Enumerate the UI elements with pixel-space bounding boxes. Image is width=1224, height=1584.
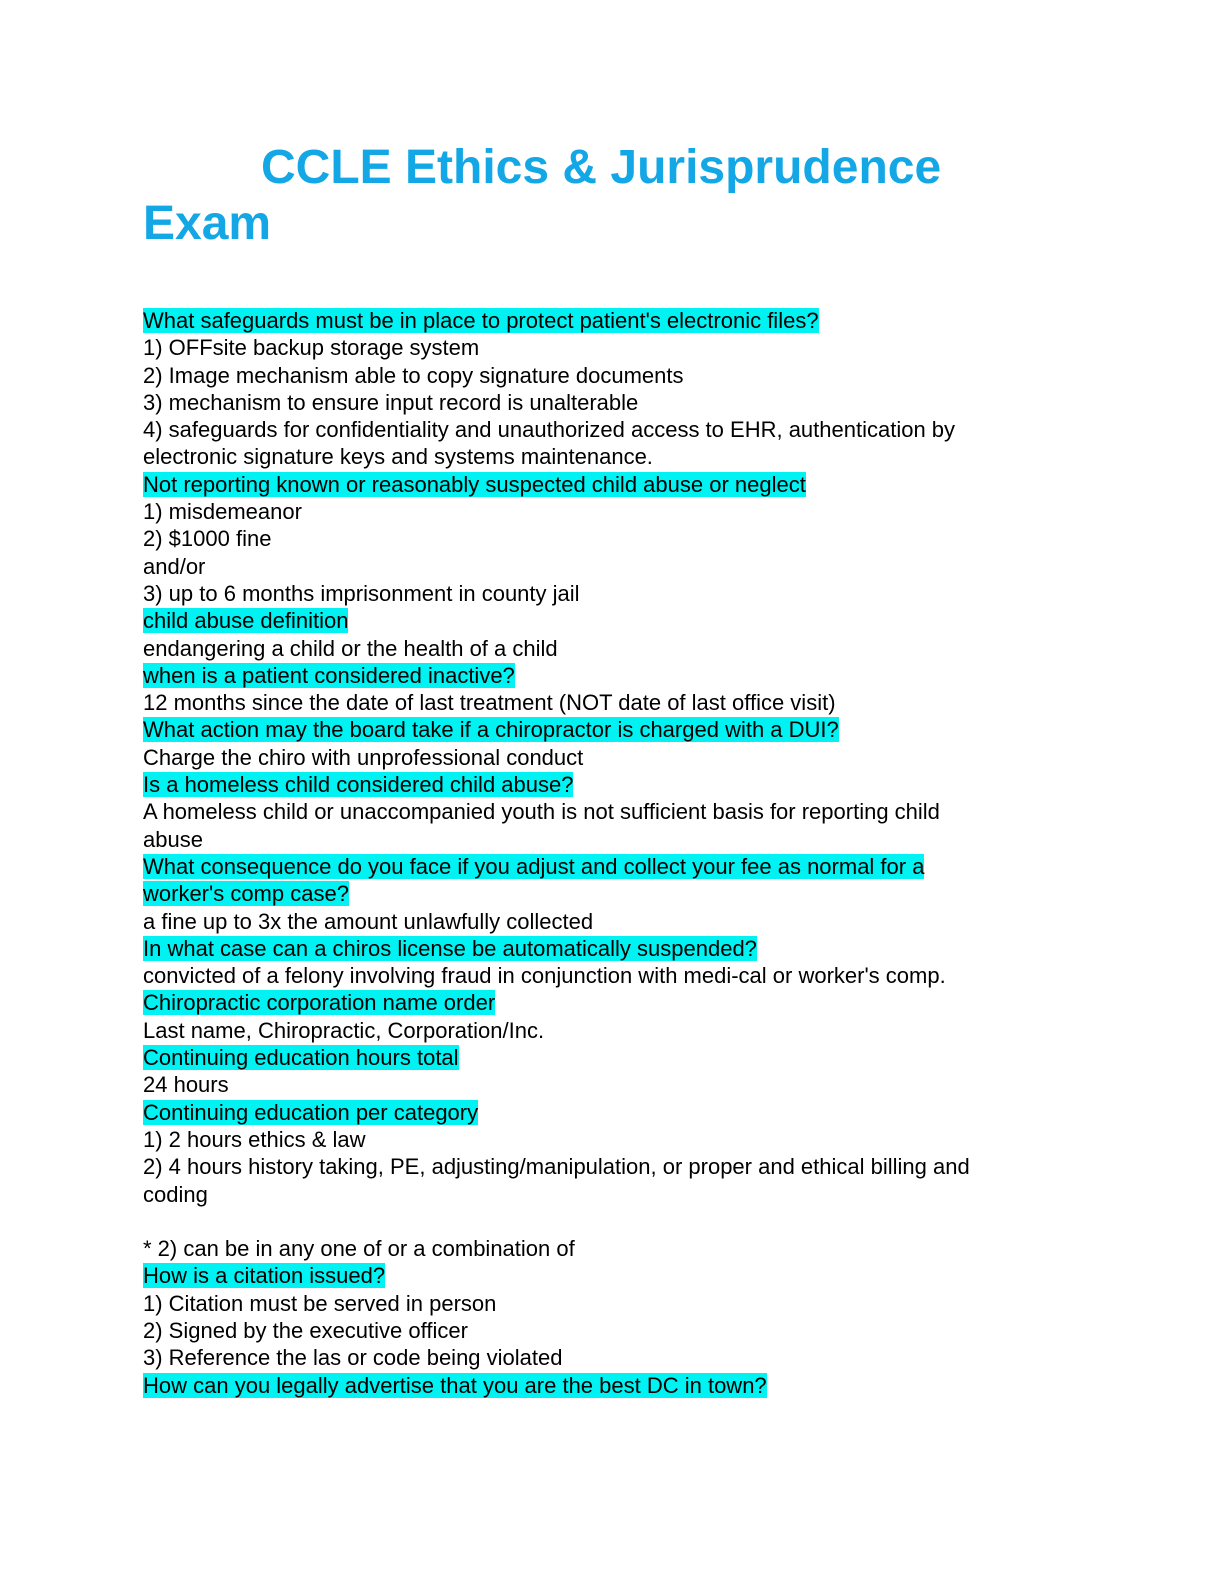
document-title: [143, 140, 1043, 252]
question-highlight: child abuse definition: [143, 608, 349, 634]
question-highlight: In what case can a chiros license be automatically suspended?: [143, 935, 757, 961]
answer-line: Charge the chiro with unprofessional conduct: [143, 744, 584, 770]
question: [143, 1372, 1083, 1399]
question: [143, 716, 1083, 743]
answer-line: Last name, Chiropractic, Corporation/Inc.: [143, 1017, 545, 1043]
answer-line: 1) OFFsite backup storage system: [143, 335, 480, 361]
answer-line: A homeless child or unaccompanied youth is not sufficient basis for reporting child: [143, 799, 940, 825]
question: [143, 853, 1083, 880]
answer-line: 2) 4 hours history taking, PE, adjusting/manipulation, or proper and ethical billing and: [143, 1154, 970, 1180]
answer-line: 1) 2 hours ethics & law: [143, 1126, 366, 1152]
question-highlight: Chiropractic corporation name order: [143, 990, 496, 1016]
question-highlight: when is a patient considered inactive?: [143, 662, 515, 688]
question: [143, 1044, 1083, 1071]
title-line-2: Exam: [143, 197, 272, 250]
answer-line: 1) Citation must be served in person: [143, 1290, 497, 1316]
answer-line: 24 hours: [143, 1072, 229, 1098]
question: [143, 1262, 1083, 1289]
answer-line: convicted of a felony involving fraud in conjunction with medi-cal or worker's comp.: [143, 963, 946, 989]
answer-line: electronic signature keys and systems maintenance.: [143, 444, 653, 470]
title-line-1: CCLE Ethics & Jurisprudence: [261, 141, 942, 194]
question: [143, 471, 1083, 498]
answer-line: abuse: [143, 826, 203, 852]
answer-line: 2) $1000 fine: [143, 526, 272, 552]
question-highlight: worker's comp case?: [143, 881, 349, 907]
question: [143, 989, 1083, 1016]
question: [143, 607, 1083, 634]
question-highlight: Continuing education per category: [143, 1099, 479, 1125]
answer-line: 2) Signed by the executive officer: [143, 1317, 468, 1343]
answer-line: and/or: [143, 553, 206, 579]
answer-line: 12 months since the date of last treatment (NOT date of last office visit): [143, 690, 836, 716]
question-highlight: What consequence do you face if you adjust and collect your fee as normal for a: [143, 853, 925, 879]
answer-line: a fine up to 3x the amount unlawfully collected: [143, 908, 594, 934]
answer-line: coding: [143, 1181, 208, 1207]
question: [143, 935, 1083, 962]
question: [143, 662, 1083, 689]
answer-line: 3) Reference the las or code being violated: [143, 1345, 563, 1371]
question: [143, 771, 1083, 798]
question: [143, 307, 1083, 334]
question-highlight: Is a homeless child considered child abuse?: [143, 772, 574, 798]
answer-line: 3) mechanism to ensure input record is unalterable: [143, 389, 639, 415]
answer-line: * 2) can be in any one of or a combination of: [143, 1236, 575, 1262]
question-highlight: How is a citation issued?: [143, 1263, 386, 1289]
qa-list: [143, 307, 1083, 1399]
question-highlight: What safeguards must be in place to protect patient's electronic files?: [143, 308, 819, 333]
question-highlight: How can you legally advertise that you are the best DC in town?: [143, 1372, 767, 1398]
answer-line: 4) safeguards for confidentiality and unauthorized access to EHR, authentication by: [143, 417, 956, 443]
question-highlight: Continuing education hours total: [143, 1045, 459, 1071]
question-highlight: What action may the board take if a chiropractor is charged with a DUI?: [143, 717, 839, 743]
answer-line: endangering a child or the health of a child: [143, 635, 558, 661]
question-continued: [143, 880, 1083, 907]
answer-line: 2) Image mechanism able to copy signature documents: [143, 362, 684, 388]
question-highlight: Not reporting known or reasonably suspected child abuse or neglect: [143, 471, 806, 497]
answer-line: 1) misdemeanor: [143, 499, 302, 525]
blank-line: [143, 1208, 1083, 1235]
question: [143, 1099, 1083, 1126]
answer-line: 3) up to 6 months imprisonment in county jail: [143, 580, 580, 606]
